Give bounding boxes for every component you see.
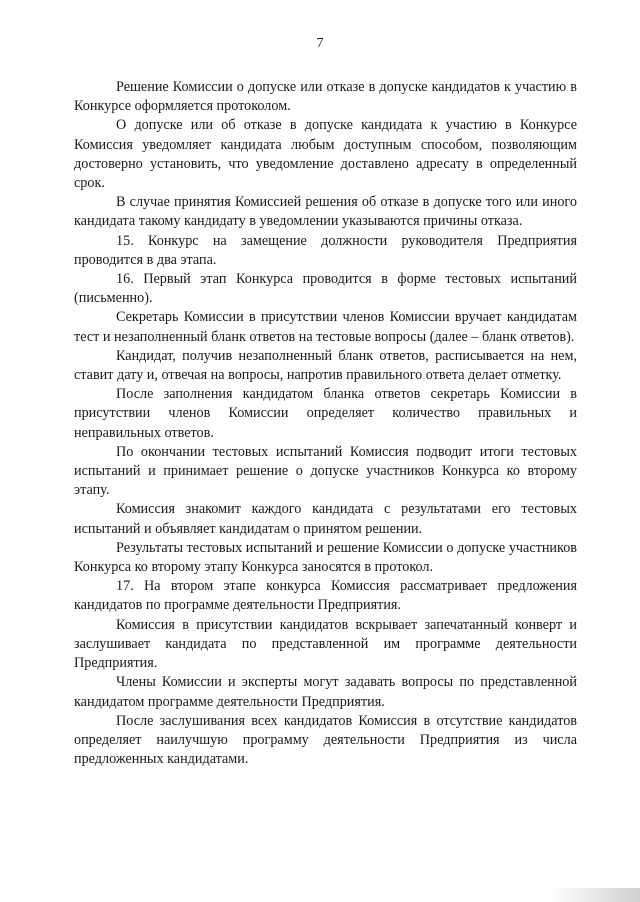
page-number: 7 xyxy=(316,36,324,51)
paragraph: После заполнения кандидатом бланка ответов секретарь Комиссии в присутствии членов Комиссии определяет количество правильных и неправильных ответов. xyxy=(74,386,577,441)
paragraph: Решение Комиссии о допуске или отказе в допуске кандидатов к участию в Конкурсе оформляется протоколом. xyxy=(74,79,577,115)
paragraph: В случае принятия Комиссией решения об отказе в допуске того или иного кандидата такому кандидату в уведомлении указываются причины отказа. xyxy=(74,194,577,230)
paragraph: О допуске или об отказе в допуске кандидата к участию в Конкурсе Комиссия уведомляет кандидата любым доступным способом, позволяющим достоверно установить, что уведомление доставлено адресату в определенный срок. xyxy=(74,117,577,192)
paragraph: Комиссия в присутствии кандидатов вскрывает запечатанный конверт и заслушивает кандидата по представленной им программе деятельности Предприятия. xyxy=(74,616,577,672)
paragraph: Секретарь Комиссии в присутствии членов Комиссии вручает кандидатам тест и незаполненный бланк ответов на тестовые вопросы (далее – бланк ответов). xyxy=(74,309,577,345)
document-body xyxy=(74,78,577,769)
paragraph: Результаты тестовых испытаний и решение Комиссии о допуске участников Конкурса ко второму этапу Конкурса заносятся в протокол. xyxy=(74,539,577,576)
paragraph: 15. Конкурс на замещение должности руководителя Предприятия проводится в два этапа. xyxy=(74,232,577,268)
paragraph: После заслушивания всех кандидатов Комиссия в отсутствие кандидатов определяет наилучшую программу деятельности Предприятия из числа предложенных кандидатами. xyxy=(74,712,577,768)
paragraph: Члены Комиссии и эксперты могут задавать вопросы по представленной кандидатом программе деятельности Предприятия. xyxy=(74,674,577,710)
paragraph: Комиссия знакомит каждого кандидата с результатами его тестовых испытаний и объявляет кандидатам о принятом решении. xyxy=(74,501,577,537)
scan-shadow xyxy=(550,888,640,902)
paragraph: По окончании тестовых испытаний Комиссия подводит итоги тестовых испытаний и принимает решение о допуске участников Конкурса ко второму этапу. xyxy=(74,443,577,499)
paragraph: Кандидат, получив незаполненный бланк ответов, расписывается на нем, ставит дату и, отвечая на вопросы, напротив правильного ответа делает отметку. xyxy=(74,347,577,384)
paragraph: 16. Первый этап Конкурса проводится в форме тестовых испытаний (письменно). xyxy=(74,271,577,307)
paragraph: 17. На втором этапе конкурса Комиссия рассматривает предложения кандидатов по программе деятельности Предприятия. xyxy=(74,578,577,614)
